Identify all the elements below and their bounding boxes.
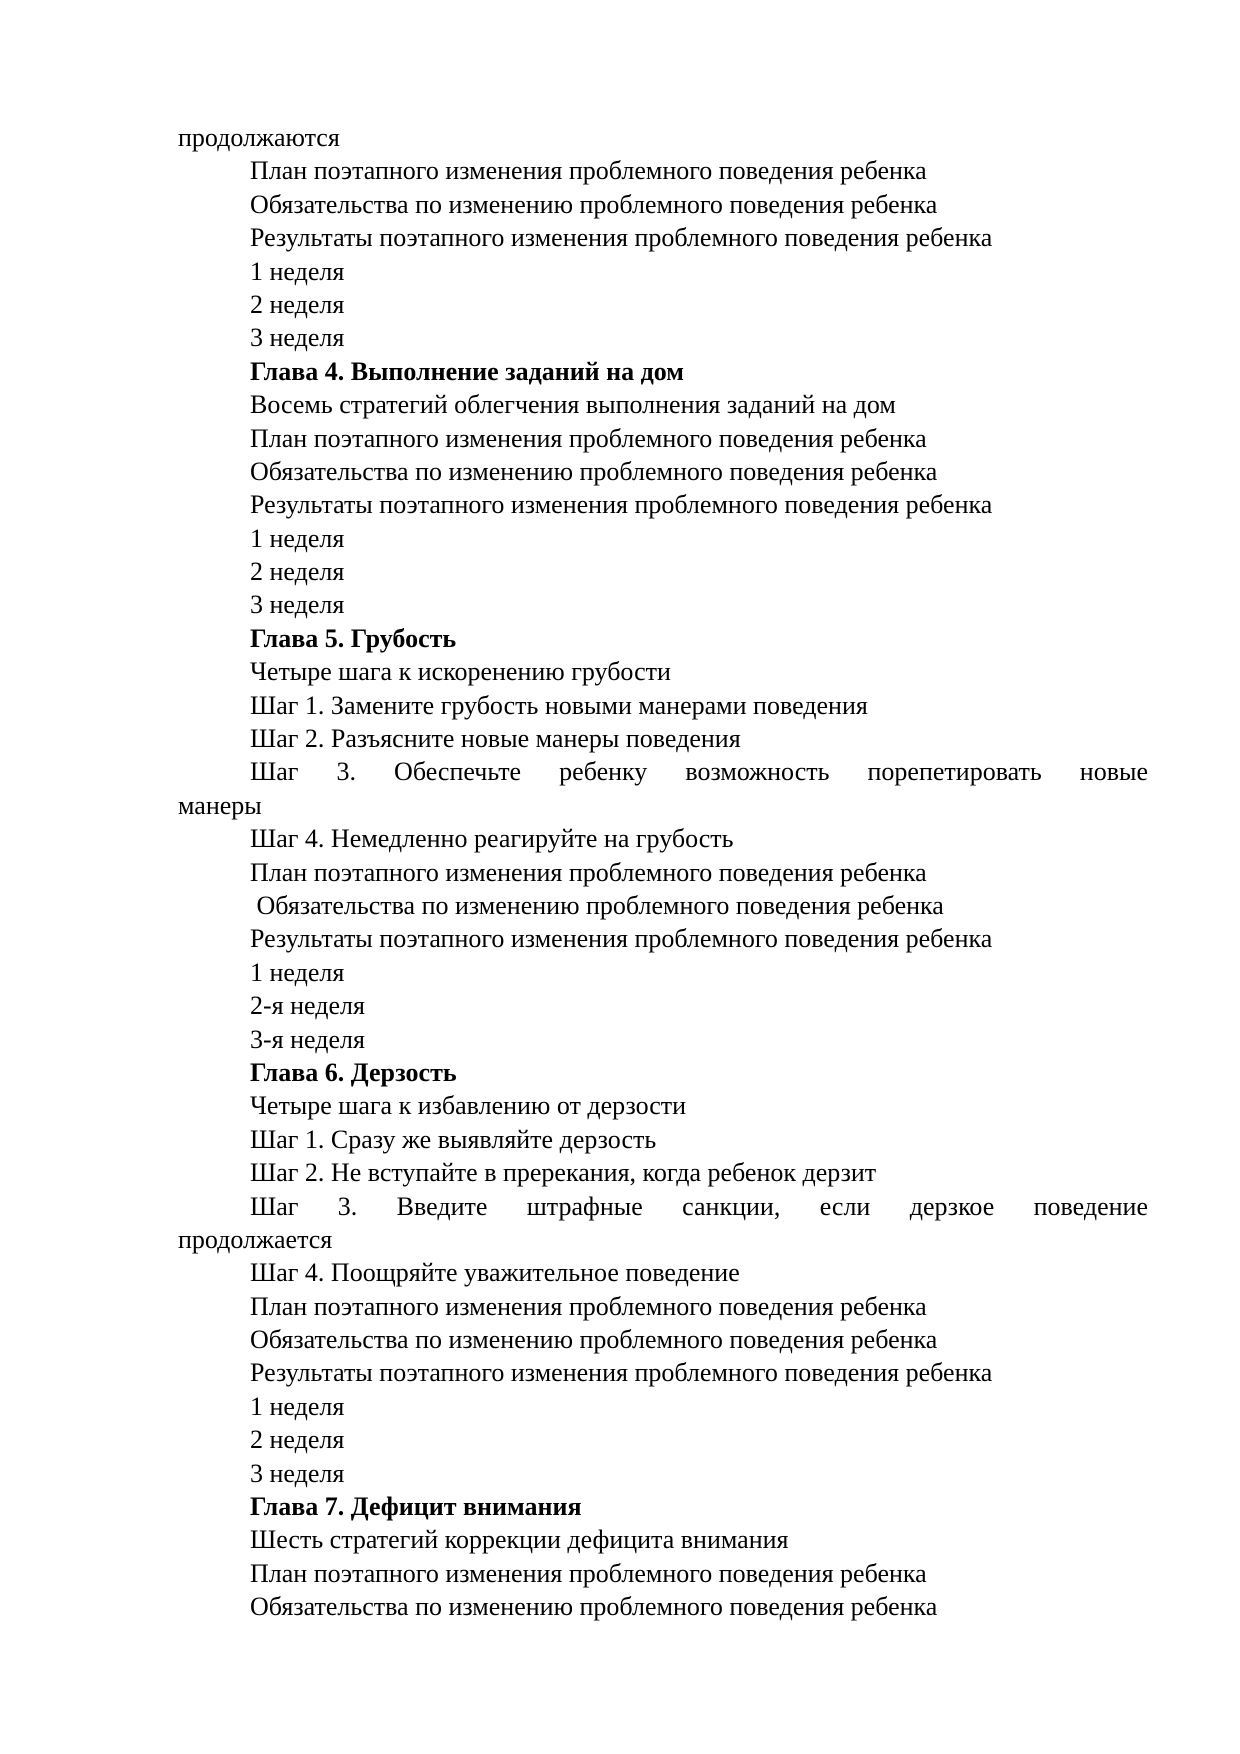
toc-line: Шаг 1. Замените грубость новыми манерами поведения bbox=[250, 690, 868, 720]
toc-line: Шаг 1. Сразу же выявляйте дерзость bbox=[250, 1124, 657, 1154]
toc-line: Четыре шага к избавлению от дерзости bbox=[250, 1091, 687, 1121]
toc-line: 3 неделя bbox=[250, 590, 345, 620]
toc-line: 1 неделя bbox=[250, 957, 345, 987]
toc-line: Шаг 2. Разъясните новые манеры поведения bbox=[250, 724, 741, 754]
toc-line: Четыре шага к искоренению грубости bbox=[250, 657, 671, 687]
toc-line: Шаг 4. Немедленно реагируйте на грубость bbox=[250, 824, 734, 854]
toc-line: Результаты поэтапного изменения проблемного поведения ребенка bbox=[250, 223, 993, 253]
toc-line: 1 неделя bbox=[250, 256, 345, 286]
toc-line: Обязательства по изменению проблемного поведения ребенка bbox=[250, 890, 944, 920]
toc-line: Результаты поэтапного изменения проблемного поведения ребенка bbox=[250, 924, 993, 954]
toc-line: Результаты поэтапного изменения проблемного поведения ребенка bbox=[250, 490, 993, 520]
toc-line: Обязательства по изменению проблемного поведения ребенка bbox=[250, 189, 938, 219]
toc-line: Обязательства по изменению проблемного поведения ребенка bbox=[250, 1592, 938, 1622]
toc-line: Обязательства по изменению проблемного поведения ребенка bbox=[250, 456, 938, 486]
toc-line: 2-я неделя bbox=[250, 991, 365, 1021]
toc-line: 1 неделя bbox=[250, 1391, 345, 1421]
toc-line: 3 неделя bbox=[250, 1458, 345, 1488]
toc-line: Шаг 2. Не вступайте в пререкания, когда ребенок дерзит bbox=[250, 1158, 877, 1188]
toc-line: 1 неделя bbox=[250, 523, 345, 553]
toc-line: Шаг 3. Обеспечьте ребенку возможность порепетировать новые bbox=[250, 757, 1148, 787]
chapter-heading-line: Глава 6. Дерзость bbox=[250, 1057, 457, 1087]
toc-line: План поэтапного изменения проблемного поведения ребенка bbox=[250, 156, 927, 186]
toc-line: Результаты поэтапного изменения проблемного поведения ребенка bbox=[250, 1358, 993, 1388]
toc-line: Шесть стратегий коррекции дефицита внимания bbox=[250, 1525, 789, 1555]
toc-line: План поэтапного изменения проблемного поведения ребенка bbox=[250, 1291, 927, 1321]
toc-line: продолжаются bbox=[178, 123, 340, 152]
toc-line: 2 неделя bbox=[250, 557, 345, 587]
toc-line: 2 неделя bbox=[250, 289, 345, 319]
chapter-heading-line: Глава 7. Дефицит внимания bbox=[250, 1492, 582, 1522]
toc-lines bbox=[178, 121, 1148, 1624]
toc-line: План поэтапного изменения проблемного поведения ребенка bbox=[250, 1558, 927, 1588]
toc-line: Шаг 4. Поощряйте уважительное поведение bbox=[250, 1258, 740, 1288]
toc-line: Восемь стратегий облегчения выполнения заданий на дом bbox=[250, 390, 896, 420]
toc-line: План поэтапного изменения проблемного поведения ребенка bbox=[250, 423, 927, 453]
toc-line: Шаг 3. Введите штрафные санкции, если дерзкое поведение bbox=[250, 1191, 1148, 1221]
chapter-heading-line: Глава 4. Выполнение заданий на дом bbox=[250, 356, 685, 386]
toc-line: манеры bbox=[178, 790, 262, 820]
toc-line: 3-я неделя bbox=[250, 1024, 365, 1054]
chapter-heading-line: Глава 5. Грубость bbox=[250, 623, 457, 653]
toc-line: 3 неделя bbox=[250, 323, 345, 353]
toc-line: Обязательства по изменению проблемного поведения ребенка bbox=[250, 1325, 938, 1355]
toc-line: 2 неделя bbox=[250, 1425, 345, 1455]
table-of-contents bbox=[178, 121, 1148, 1624]
toc-line: продолжается bbox=[178, 1224, 333, 1254]
toc-line: План поэтапного изменения проблемного поведения ребенка bbox=[250, 857, 927, 887]
